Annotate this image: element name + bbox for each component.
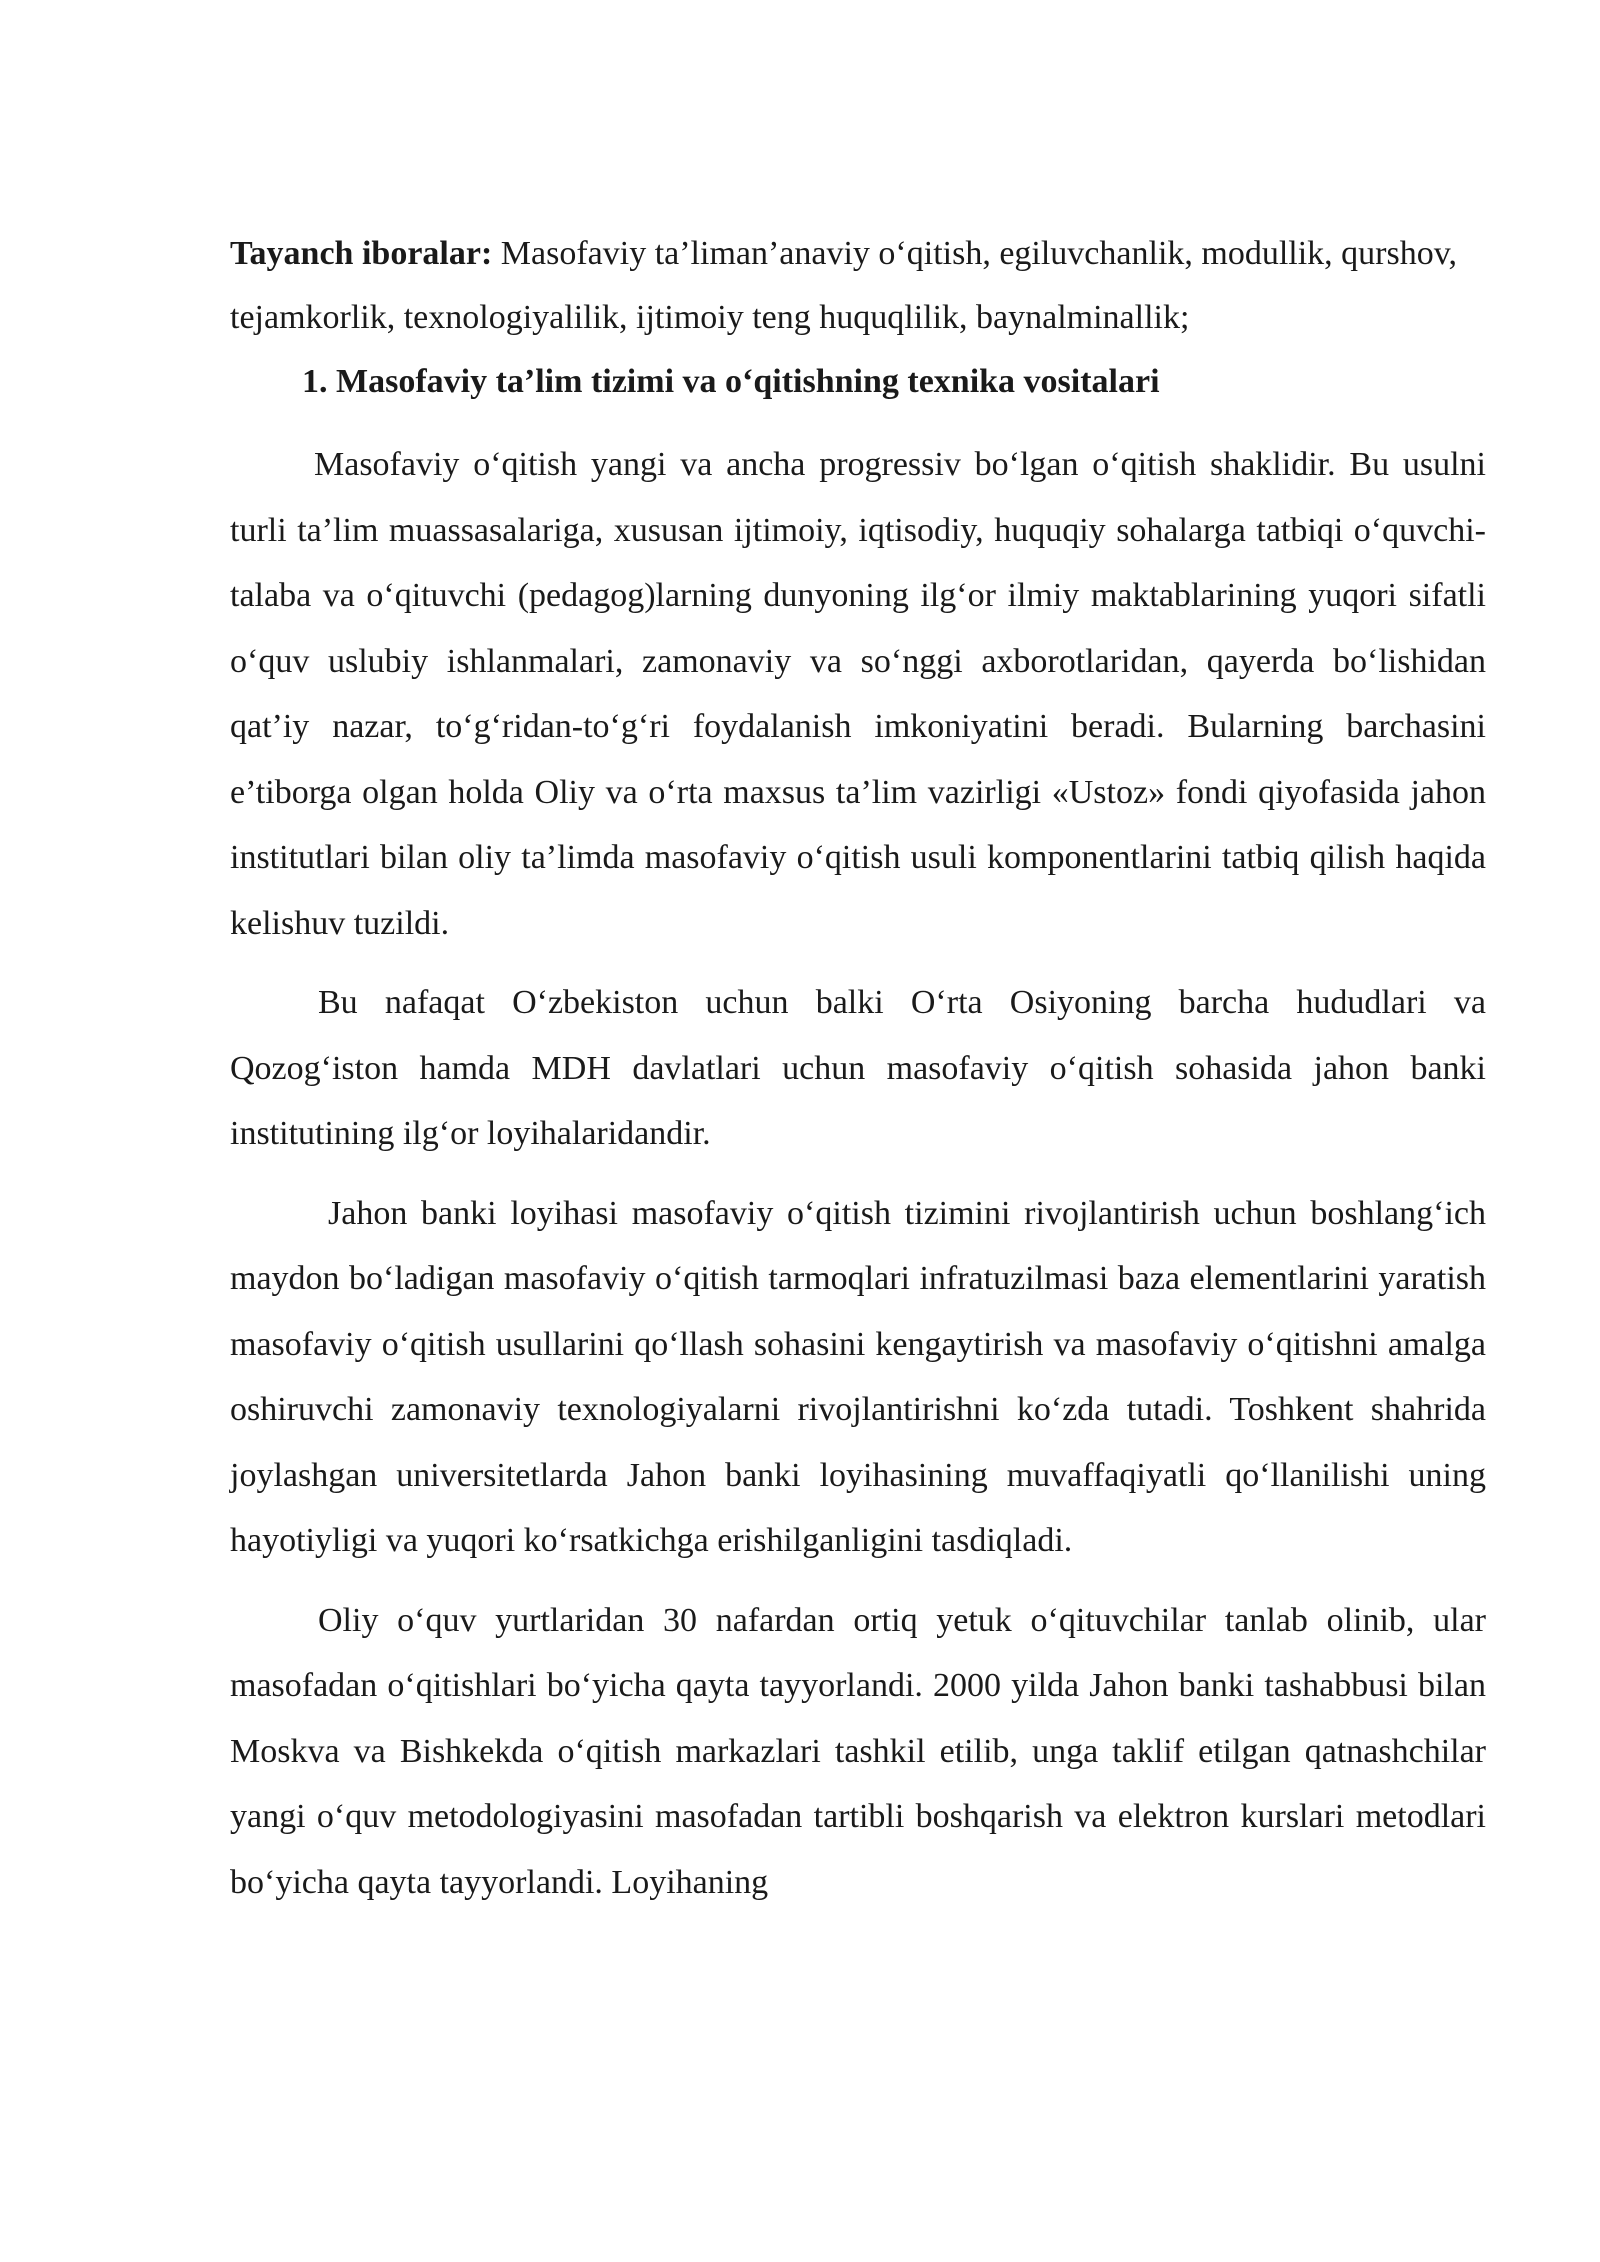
body-paragraph-2: Bu nafaqat O‘zbekiston uchun balki O‘rta Osiyoning barcha hududlari va Qozog‘iston hamda MDH davlatlari uchun masofaviy o‘qitish sohasida jahon banki institutining ilg‘or loyihalaridandir. xyxy=(230,984,1486,1152)
document-page xyxy=(230,222,1486,1929)
section-heading: 1. Masofaviy ta’lim tizimi va o‘qitishning texnika vositalari xyxy=(302,363,1160,400)
keywords-label: Tayanch iboralar: xyxy=(230,235,493,272)
keywords-paragraph xyxy=(230,222,1486,350)
body-paragraph-3: Jahon banki loyihasi masofaviy o‘qitish tizimini rivojlantirish uchun boshlang‘ich maydon bo‘ladigan masofaviy o‘qitish tarmoqlari infratuzilmasi baza elementlarini yaratish masofaviy o‘qitish usullarini qo‘llash sohasini kengaytirish va masofaviy o‘qitishni amalga oshiruvchi zamonaviy texnologiyalarni rivojlantirishni ko‘zda tutadi. Toshkent shahrida joylashgan universitetlarda Jahon banki loyihasining muvaffaqiyatli qo‘llanilishi uning hayotiyligi va yuqori ko‘rsatkichga erishilganligini tasdiqladi. xyxy=(230,1194,1486,1559)
body-paragraph-4: Oliy o‘quv yurtlaridan 30 nafardan ortiq yetuk o‘qituvchilar tanlab olinib, ular masofadan o‘qitishlari bo‘yicha qayta tayyorlandi. 2000 yilda Jahon banki tashabbusi bilan Moskva va Bishkekda o‘qitish markazlari tashkil etilib, unga taklif etilgan qatnashchilar yangi o‘quv metodologiyasini masofadan tartibli boshqarish va elektron kurslari metodlari bo‘yicha qayta tayyorlandi. Loyihaning xyxy=(230,1601,1486,1901)
keywords-text: Masofaviy ta’liman’anaviy o‘qitish, egiluvchanlik, modullik, qurshov, tejamkorlik, texnologiyalilik, ijtimoiy teng huquqlilik, baynalminallik; xyxy=(230,235,1458,336)
body-paragraph-1: Masofaviy o‘qitish yangi va ancha progressiv bo‘lgan o‘qitish shaklidir. Bu usulni turli ta’lim muassasalariga, xususan ijtimoiy, iqtisodiy, huquqiy sohalarga tatbiqi o‘quvchi-talaba va o‘qituvchi (pedagog)larning dunyoning ilg‘or ilmiy maktablarining yuqori sifatli o‘quv uslubiy ishlanmalari, zamonaviy va so‘nggi axborotlaridan, qayerda bo‘lishidan qat’iy nazar, to‘g‘ridan-to‘g‘ri foydalanish imkoniyatini beradi. Bularning barchasini e’tiborga olgan holda Oliy va o‘rta maxsus ta’lim vazirligi «Ustoz» fondi qiyofasida jahon institutlari bilan oliy ta’limda masofaviy o‘qitish usuli komponentlarini tatbiq qilish haqida kelishuv tuzildi. xyxy=(230,446,1486,942)
